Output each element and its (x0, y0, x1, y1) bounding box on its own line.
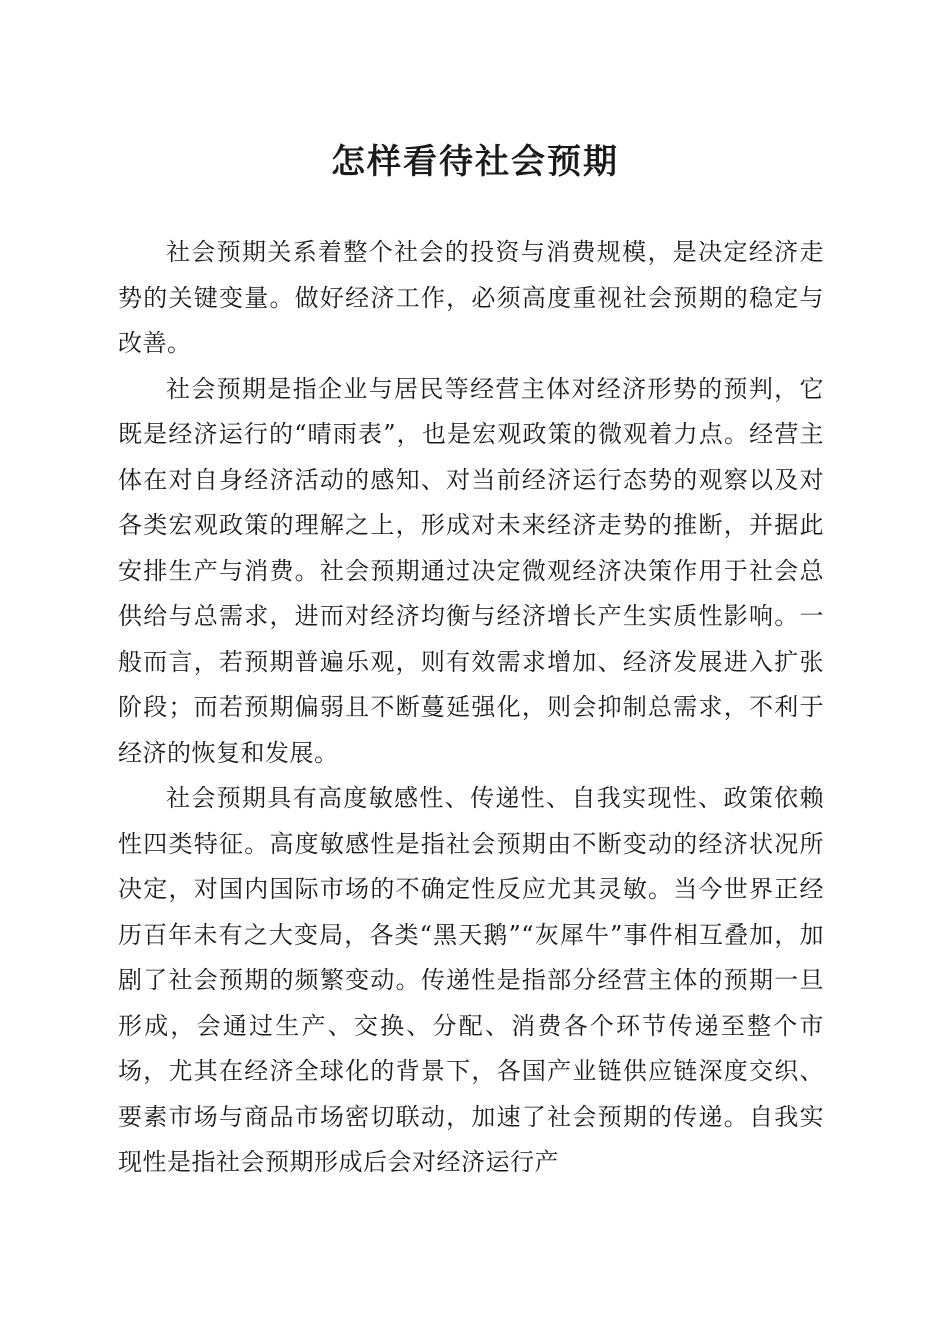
document-body (118, 230, 824, 1186)
document-title: 怎样看待社会预期 (331, 142, 619, 182)
paragraph-3: 社会预期具有高度敏感性、传递性、自我实现性、政策依赖性四类特征。高度敏感性是指社会预期由不断变动的经济状况所决定，对国内国际市场的不确定性反应尤其灵敏。当今世界正经历百年未有之大变局，各类“黑天鹅”“灰犀牛”事件相互叠加，加剧了社会预期的频繁变动。传递性是指部分经营主体的预期一旦形成，会通过生产、交换、分配、消费各个环节传递至整个市场，尤其在经济全球化的背景下，各国产业链供应链深度交织、要素市场与商品市场密切联动，加速了社会预期的传递。自我实现性是指社会预期形成后会对经济运行产 (118, 784, 824, 1176)
paragraph-1: 社会预期关系着整个社会的投资与消费规模，是决定经济走势的关键变量。做好经济工作，必须高度重视社会预期的稳定与改善。 (118, 238, 824, 357)
paragraph-2: 社会预期是指企业与居民等经营主体对经济形势的预判，它既是经济运行的“晴雨表”，也是宏观政策的微观着力点。经营主体在对自身经济活动的感知、对当前经济运行态势的观察以及对各类宏观政策的理解之上，形成对未来经济走势的推断，并据此安排生产与消费。社会预期通过决定微观经济决策作用于社会总供给与总需求，进而对经济均衡与经济增长产生实质性影响。一般而言，若预期普遍乐观，则有效需求增加、经济发展进入扩张阶段；而若预期偏弱且不断蔓延强化，则会抑制总需求，不利于经济的恢复和发展。 (118, 374, 824, 767)
